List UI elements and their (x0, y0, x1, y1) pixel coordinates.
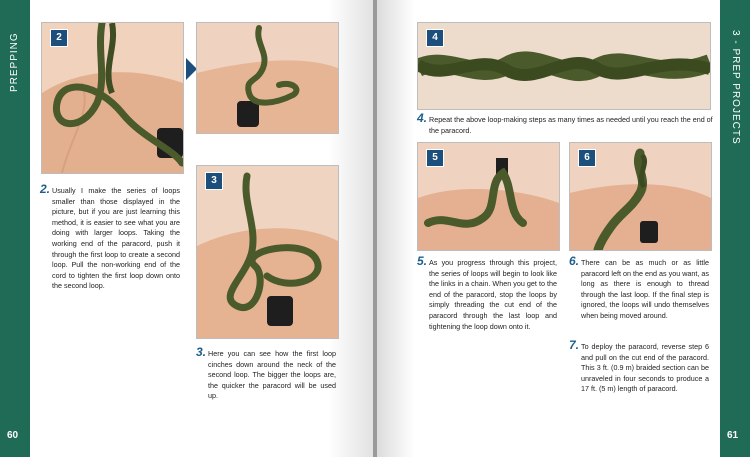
step-7-body: To deploy the paracord, reverse step 6 and pull on the cut end of the paracord. This 3 ft. (0.9 m) braided section can be unraveled in four seconds to produce a 17 ft. (5 m) length of paracord. (581, 342, 709, 394)
right-page-number: 61 (727, 430, 739, 441)
right-section-band (720, 0, 750, 457)
step-3-body: Here you can see how the first loop cinches down around the neck of the second loop. The bigger the loops are, the quicker the paracord will be used up. (208, 349, 336, 401)
step-4-text (417, 111, 713, 136)
step-7-text (569, 338, 709, 395)
left-page-number: 60 (7, 430, 19, 441)
photo-step-5-badge: 5 (426, 149, 444, 167)
photo-step-5 (417, 142, 560, 251)
left-section-band (0, 0, 30, 457)
step-5-number: 5. (417, 254, 428, 268)
right-page (377, 0, 750, 457)
photo-step-2 (41, 22, 184, 174)
photo-step-6-badge: 6 (578, 149, 596, 167)
photo-step-4-image (418, 23, 710, 109)
step-3-text (196, 345, 336, 402)
left-page (0, 0, 373, 457)
photo-step-6 (569, 142, 712, 251)
step-2-number: 2. (40, 182, 51, 196)
photo-step-2-badge: 2 (50, 29, 68, 47)
photo-step-3-image (197, 166, 338, 338)
photo-step-3-badge: 3 (205, 172, 223, 190)
step-7-number: 7. (569, 338, 580, 352)
step-6-body: There can be as much or as little paracord left on the end as you want, as long as there is enough to thread through the last loop. If the final step is ignored, the loops will undo themselves when being moved around. (581, 258, 709, 320)
step-3-number: 3. (196, 345, 207, 359)
step-2-text (40, 182, 180, 292)
step-6-number: 6. (569, 254, 580, 268)
photo-step-4-badge: 4 (426, 29, 444, 47)
photo-step-2b-image (197, 23, 338, 133)
step-4-number: 4. (417, 111, 428, 125)
left-section-label: PREPPING (9, 32, 20, 92)
step-2-body: Usually I make the series of loops smaller than those displayed in the picture, but if you are just learning this method, it is easier to see what you are doing with larger loops. Taking the working end of the paracord, push it through the first loop to create a second loop. Pull the non-working end of the cord to tighten the first loop down onto the second loop. (52, 186, 180, 291)
step-6-text (569, 254, 709, 322)
photo-step-4 (417, 22, 711, 110)
step-4-body: Repeat the above loop-making steps as many times as needed until you reach the end of the paracord. (429, 115, 713, 135)
step-5-text (417, 254, 557, 332)
photo-step-2b (196, 22, 339, 134)
right-section-label: 3 - PREP PROJECTS (730, 30, 741, 145)
step-5-body: As you progress through this project, the series of loops will begin to look like the links in a chain. When you get to the end of the paracord, stop the loops by simply threading the cut end of the paracord through the last loop and tightening the loop down onto it. (429, 258, 557, 331)
photo-step-3 (196, 165, 339, 339)
